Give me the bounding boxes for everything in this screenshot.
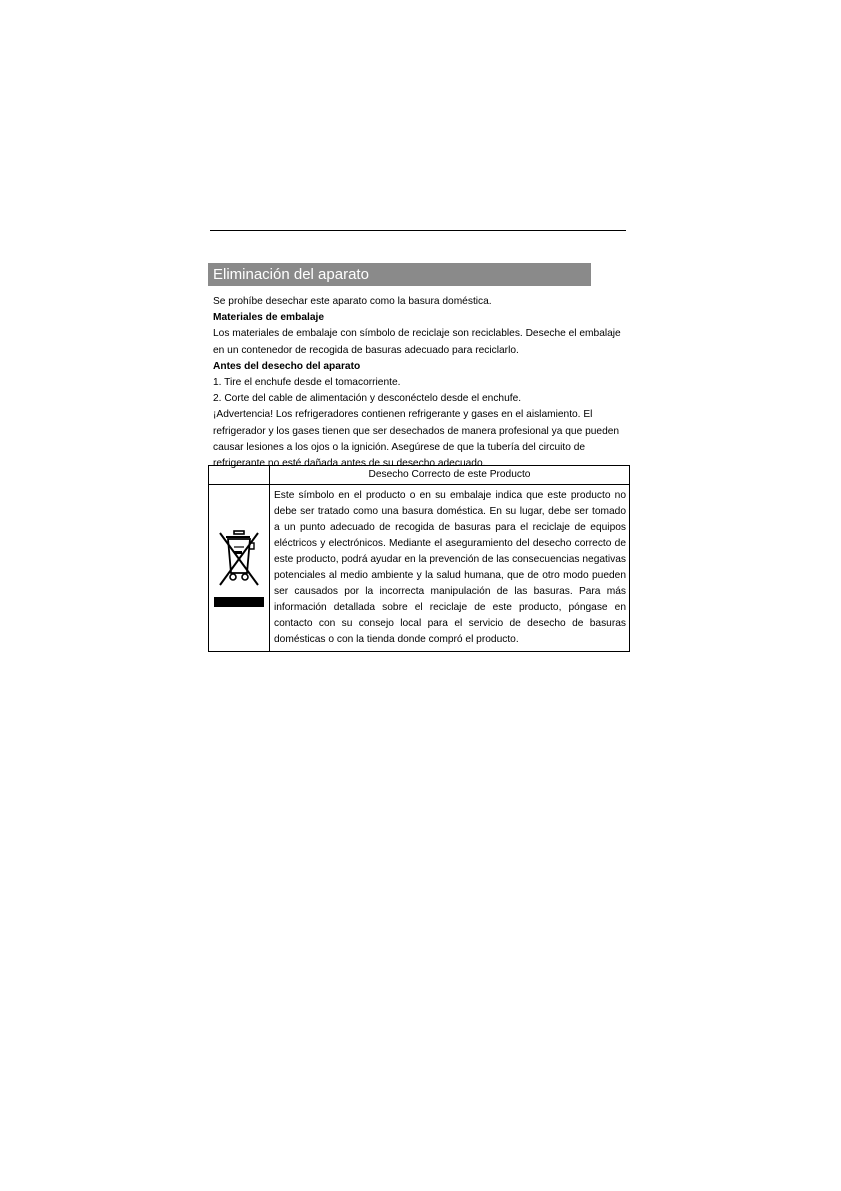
step-item: 1. Tire el enchufe desde el tomacorriente. (213, 377, 401, 389)
weee-underline-bar (214, 597, 264, 607)
disposal-table (208, 465, 630, 652)
header-rule (210, 230, 626, 231)
disposal-description: Este símbolo en el producto o en su embalaje indica que este producto no debe ser tratado como una basura doméstica. En su lugar, debe ser tomado a un punto adecuado de recogida de basuras para el reciclaje de equipos eléctricos y electrónicos. Mediante el aseguramiento del desecho correcto de este producto, podrá ayudar en la prevención de las consecuencias negativas potenciales al medio ambiente y la salud humana, que de otro modo pueden ser causados por la incorrecta manipulación de las basuras. Para más información detallada sobre el reciclaje de este producto, póngase en contacto con su consejo local para el servicio de desecho de basuras domésticas o con la tienda donde compró el producto. (270, 485, 630, 652)
disposal-instructions (213, 294, 633, 472)
table-header-row (209, 466, 630, 485)
warning-text: ¡Advertencia! Los refrigeradores contienen refrigerante y gases en el aislamiento. El refrigerador y los gases tienen que ser desechados de manera profesional ya que pueden causar lesiones a los ojos o la ignición. Asegúrese de que la tubería del circuito de refrigerante no esté dañada antes de su desecho adecuado. (213, 409, 620, 470)
intro-text: Se prohíbe desechar este aparato como la basura doméstica. (213, 296, 492, 307)
step-item: 2. Corte del cable de alimentación y desconéctelo desde el enchufe. (213, 393, 522, 405)
section-title: Eliminación del aparato (208, 263, 591, 286)
before-disposal-heading: Antes del desecho del aparato (213, 360, 361, 372)
symbol-cell (209, 485, 270, 652)
table-header-title: Desecho Correcto de este Producto (270, 466, 630, 485)
packaging-text: Los materiales de embalaje con símbolo de reciclaje son reciclables. Deseche el embalaje en un contenedor de recogida de basuras adecuado para reciclarlo. (213, 328, 621, 356)
table-header-empty-cell (209, 466, 270, 485)
packaging-heading: Materiales de embalaje (213, 312, 324, 324)
table-row (209, 485, 630, 652)
weee-crossed-bin-icon (212, 527, 266, 607)
